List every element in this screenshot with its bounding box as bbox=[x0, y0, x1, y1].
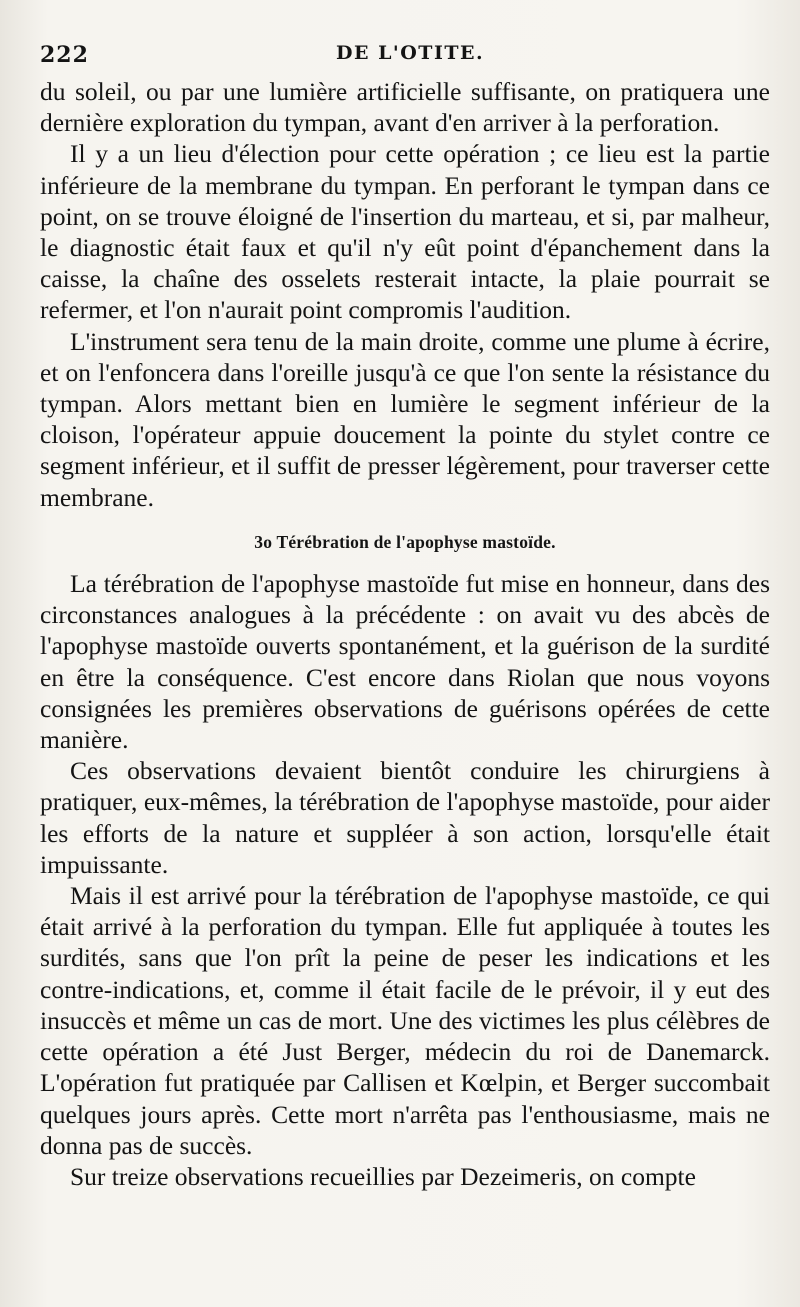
page-number: 222 bbox=[40, 42, 89, 68]
running-head: DE L'OTITE. bbox=[336, 42, 485, 64]
paragraph-1: du soleil, ou par une lumière artificielle suffisante, on pratiquera une dernière exploration du tympan, avant d'en arriver à la perforation. bbox=[40, 77, 770, 138]
section-heading: 3o Térébration de l'apophyse mastoïde. bbox=[254, 531, 556, 552]
paragraph-3: L'instrument sera tenu de la main droite, comme une plume à écrire, et on l'enfoncera dans l'oreille jusqu'à ce que l'on sente la résistance du tympan. Alors mettant bien en lumière le segment inférieur de la cloison, l'opérateur appuie doucement la pointe du stylet contre ce segment inférieur, et il suffit de presser légèrement, pour traverser cette membrane. bbox=[40, 326, 770, 512]
body-text bbox=[40, 76, 770, 1192]
page-header bbox=[40, 36, 770, 76]
paragraph-2: Il y a un lieu d'élection pour cette opération ; ce lieu est la partie inférieure de la membrane du tympan. En perforant le tympan dans ce point, on se trouve éloigné de l'insertion du marteau, et si, par malheur, le diagnostic était faux et qu'il n'y eût point d'épanchement dans la caisse, la chaîne des osselets resterait intacte, la plaie pourrait se refermer, et l'on n'aurait point compromis l'audition. bbox=[40, 139, 770, 325]
paragraph-7: Sur treize observations recueillies par Dezeimeris, on compte bbox=[70, 1161, 696, 1191]
paragraph-5: Ces observations devaient bientôt conduire les chirurgiens à pratiquer, eux-mêmes, la térébration de l'apophyse mastoïde, pour aider les efforts de la nature et suppléer à son action, lorsqu'elle était impuissante. bbox=[40, 756, 770, 879]
paragraph-6: Mais il est arrivé pour la térébration de l'apophyse mastoïde, ce qui était arrivé à la perforation du tympan. Elle fut appliquée à toutes les surdités, sans que l'on prît la peine de peser les indications et les contre-indications, et, comme il était facile de le prévoir, il y eut des insuccès et même un cas de mort. Une des victimes les plus célèbres de cette opération a été Just Berger, médecin du roi de Danemarck. L'opération fut pratiquée par Callisen et Kœlpin, et Berger succombait quelques jours après. Cette mort n'arrêta pas l'enthousiasme, mais ne donna pas de succès. bbox=[40, 881, 770, 1160]
paragraph-4: La térébration de l'apophyse mastoïde fut mise en honneur, dans des circonstances analogues à la précédente : on avait vu des abcès de l'apophyse mastoïde ouverts spontanément, et la guérison de la surdité en être la conséquence. C'est encore dans Riolan que nous voyons consignées les premières observations de guérisons opérées de cette manière. bbox=[40, 569, 770, 755]
